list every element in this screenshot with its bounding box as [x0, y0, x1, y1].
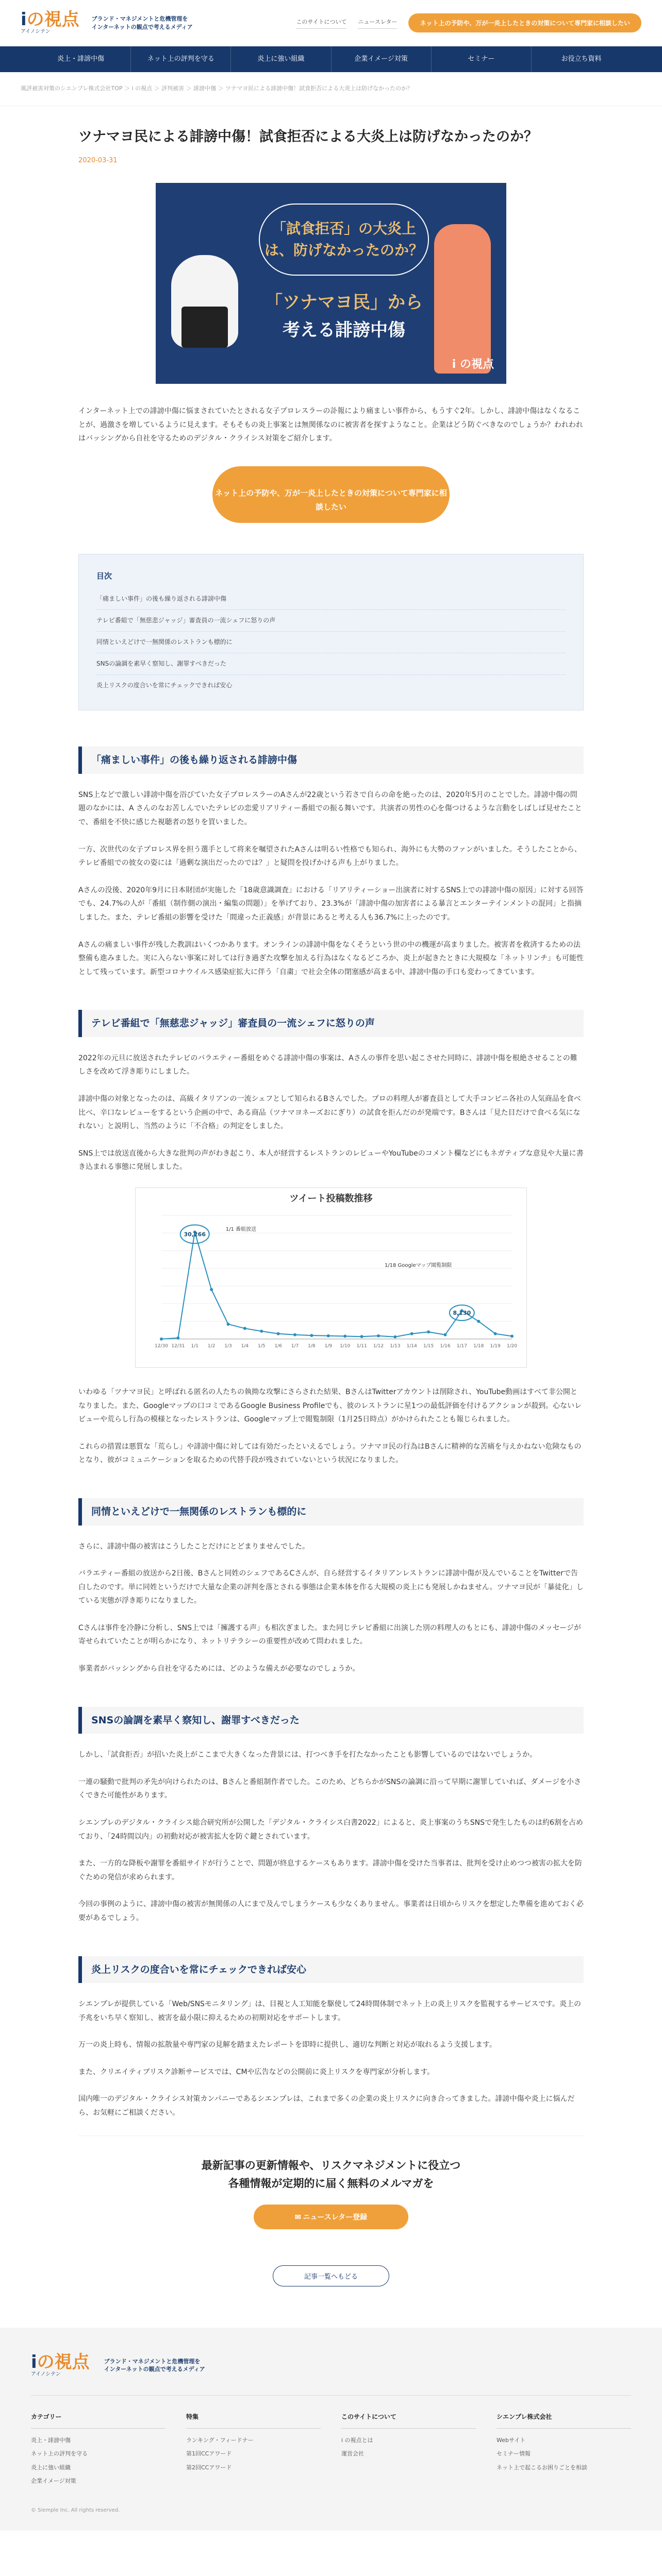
- site-logo[interactable]: [21, 11, 193, 35]
- chart-tick-label: 1/5: [258, 1344, 266, 1349]
- hero-image: [156, 183, 506, 384]
- footer-link[interactable]: 運営会社: [341, 2450, 364, 2458]
- chart-point: [443, 1333, 446, 1336]
- chart-series-line: [161, 1232, 512, 1340]
- chart-point: [227, 1323, 230, 1326]
- nav-item-flaming[interactable]: 炎上・誹謗中傷: [31, 46, 131, 72]
- section-heading: テレビ番組で「無慈悲ジャッジ」審査員の一流シェフに怒りの声: [78, 1010, 584, 1037]
- footer-link[interactable]: ランキング・フィードナー: [186, 2436, 254, 2444]
- hero-logo: i の視点: [452, 358, 494, 371]
- footer-link[interactable]: 第2回CCアワード: [186, 2464, 232, 2471]
- mail-icon: ✉: [294, 2212, 303, 2221]
- chart-point: [243, 1327, 246, 1330]
- logo-mark: iの視点: [21, 9, 79, 30]
- chart-point: [393, 1335, 396, 1338]
- hero-text: 「ツナマヨ民」から 考える誹謗中傷: [265, 292, 423, 341]
- chart-title: ツイート投稿数推移: [289, 1193, 373, 1205]
- about-link[interactable]: このサイトについて: [296, 17, 346, 29]
- chart-point: [477, 1320, 480, 1323]
- footer: [0, 2328, 662, 2531]
- footer-link[interactable]: ネット上で起こるお困りごとを相談: [496, 2464, 587, 2471]
- intro-paragraph: インターネット上での誹謗中傷に悩まされていたとされる女子プロレスラーの訃報により痛ましい事件から、もうすぐ2年。しかし、誹謗中傷はなくなることが、過激さを増しているように見えます。そもそもの炎上事案とは無関係なのに被害者を探すようなこと。企業はどう防ぐべきなのでしょうか？われわれはバッシングから自社を守るためのデジタル・クライシス対策をご紹介します。: [78, 407, 583, 443]
- section-heading: 炎上リスクの度合いを常にチェックできれば安心: [78, 1956, 584, 1984]
- paragraph: さらに、誹謗中傷の被害はこうしたことだけにとどまりませんでした。: [78, 1542, 309, 1551]
- toc-item[interactable]: 「痛ましい事件」の後も繰り返される誹謗中傷: [96, 588, 566, 610]
- paragraph: 一連の騒動で批判の矛先が向けられたのは、Bさんと番組制作者でした。このため、どちらかがSNSの論調に沿って早期に謝罪していれば、ダメージを小さくできた可能性があります。: [78, 1777, 582, 1800]
- consult-button[interactable]: ネット上の予防や、万が一炎上したときの対策について専門家に相談したい: [408, 13, 641, 32]
- paragraph: また、クリエイティブリスク診断サービスでは、CMや広告などの公開前に炎上リスクを専門家が分析します。: [78, 2067, 435, 2076]
- chart-tick-label: 1/4: [241, 1344, 249, 1349]
- footer-link[interactable]: ネット上の評判を守る: [31, 2450, 88, 2458]
- chart-point: [427, 1331, 430, 1334]
- chart-tick-label: 12/31: [171, 1344, 185, 1349]
- section-heading: 同情といえどけで一無関係のレストランも標的に: [78, 1498, 584, 1526]
- nav-item-image[interactable]: 企業イメージ対策: [332, 46, 432, 72]
- nav-item-reputation[interactable]: ネット上の評判を守る: [131, 46, 231, 72]
- toc-item[interactable]: 炎上リスクの度合いを常にチェックできれば安心: [96, 681, 233, 689]
- paragraph: SNS上などで激しい誹謗中傷を浴びていた女子プロレスラーのAさんが22歳という若さで自らの命を絶ったのは、2020年5月のことでした。誹謗中傷の問題のなかには、A さんのなお苦しんでいたテレビの恋愛リアリティー番組での振る舞いです。共演者の男性の心を傷つけるような言動をしばしば見せたことで、番組を不快に感じた視聴者の怒りを買いました。: [78, 790, 582, 827]
- chart-tick-label: 1/8: [308, 1344, 316, 1349]
- paragraph: いわゆる「ツナマヨ民」と呼ばれる匿名の人たちの執拗な攻撃にさらされた結果、BさんはTwitterアカウントは削除され、YouTube動画はすべて非公開となりました。また、Googleマップの口コミであるGoogle Business Profileでも、彼のレストランに星1つの最低評価を付けるアクションが殺到。心ないレビューや荒らし行為の模様となったレストランは、Googleマップ上で閲覧制限（1月25日時点）がかけられたことも報じられました。: [78, 1388, 582, 1424]
- chart-tick-label: 1/10: [340, 1344, 351, 1349]
- footer-column: このサイトについて i の視点とは 運営会社: [341, 2411, 476, 2488]
- chart-tick-label: 1/2: [207, 1344, 216, 1349]
- top-links: [296, 13, 641, 32]
- chart-tick-label: 1/20: [506, 1344, 518, 1349]
- footer-link[interactable]: 炎上に強い組織: [31, 2464, 71, 2471]
- newsletter-link[interactable]: ニュースレター: [358, 17, 397, 29]
- chart-tick-label: 1/3: [224, 1344, 232, 1349]
- paragraph: Aさんの痛ましい事件が残した教訓はいくつかあります。オンラインの誹謗中傷をなくそうという世の中の機運が高まりました。被害者を救済するための法整備も進みました。実に入らない事案に対しては行き過ぎた攻撃を加える行為はなくなるどころか、炎上が起きたときに大規模な「ネットリンチ」も可能性として残っています。新型コロナウイルス感染症拡大に伴う「自粛」で社会全体の閉塞感が高まる中、誹謗中傷の手口も変わってきています。: [78, 940, 584, 976]
- nav-item-seminar[interactable]: セミナー: [432, 46, 532, 72]
- toc-title: 目次: [96, 571, 112, 581]
- chart-point: [377, 1334, 380, 1337]
- hero-bubble: 「試食拒否」の大炎上は、防げなかったのか？: [259, 204, 429, 276]
- table-of-contents: [78, 554, 584, 710]
- chart-point: [343, 1335, 346, 1338]
- chart-point: [160, 1337, 163, 1341]
- footer-link[interactable]: i の視点とは: [341, 2436, 373, 2444]
- logo-desc: ブランド・マネジメントと危機管理を インターネットの観点で考えるメディア: [91, 15, 193, 30]
- chart-tick-label: 1/9: [324, 1344, 333, 1349]
- chart-tick-label: 1/7: [291, 1344, 299, 1349]
- chart-annotation: 1/18 Googleマップ閲覧制限: [384, 1263, 452, 1269]
- footer-link[interactable]: 企業イメージ対策: [31, 2477, 76, 2484]
- paragraph: また、一方的な降板や謝罪を番組サイドが行うことで、問題が終息するケースもあります。誹謗中傷を受けた当事者は、批判を受け止めつつ被害の拡大を防ぐための発信が求められます。: [78, 1859, 582, 1882]
- footer-logo[interactable]: iの視点 アイノシテン ブランド・マネジメントと危機管理を インターネットの観点で考えるメディア: [31, 2353, 631, 2396]
- page-title: ツナマヨ民による誹謗中傷！試食拒否による大炎上は防げなかったのか？: [78, 128, 538, 145]
- section-heading: 「痛ましい事件」の後も繰り返される誹謗中傷: [78, 747, 584, 774]
- chart-tick-label: 1/15: [423, 1344, 434, 1349]
- paragraph: 一方、次世代の女子プロレス界を担う選手として将来を嘱望されたAさんは明るい性格でも知られ、海外にも大勢のファンがいました。そうしたことから、テレビ番組での彼女の姿には「過剰な演出だったのでは？」と疑問を投げかける声も上がりました。: [78, 845, 582, 868]
- paragraph: シエンプレのデジタル・クライシス総合研究所が公開した「デジタル・クライシス白書2022」によると、炎上事案のうちSNSで発生したものは約6割を占めており、「24時間以内」の初動対応が被害拡大を防ぐ鍵とされています。: [78, 1818, 583, 1841]
- chart-point: [327, 1334, 330, 1337]
- paragraph: SNS上では放送直後から大きな批判の声がわき起こり、本人が経営するレストランのレビューやYouTubeのコメント欄などにもネガティブな意見や大量に書き込まれる事態に発展しました。: [78, 1149, 584, 1172]
- chart-point: [277, 1332, 280, 1335]
- footer-link[interactable]: Webサイト: [496, 2436, 526, 2444]
- toc-item[interactable]: SNSの論調を素早く察知し、謝罪すべきだった: [96, 653, 566, 675]
- back-to-list-button[interactable]: 記事一覧へもどる: [273, 2265, 389, 2286]
- chart-tick-label: 1/1: [191, 1344, 199, 1349]
- chart-tick-label: 1/14: [406, 1344, 417, 1349]
- paragraph: バラエティー番組の放送から2日後、Bさんと同姓のシェフであるCさんが、自ら経営するイタリアンレストランに誹謗中傷が及んでいることをTwitterで告白したのです。単に同姓というだけで大量な企業の評判を落とされる事態は企業本体を作る大規模の炎上にも発展しかねません。ツナマヨ民が「暴徒化」している実態が浮き彫りになりました。: [78, 1569, 584, 1605]
- chart-data-label: 30,266: [184, 1231, 206, 1238]
- stop-hand-illustration: [434, 224, 491, 374]
- nav-item-organization[interactable]: 炎上に強い組織: [231, 46, 331, 72]
- paragraph: 国内唯一のデジタル・クライシス対策カンパニーであるシエンプレは、これまで多くの企業の炎上リスクに向き合ってきました。誹謗中傷や炎上に悩んだら、お気軽にご相談ください。: [78, 2095, 575, 2117]
- footer-column: カテゴリー 炎上・誹謗中傷 ネット上の評判を守る 炎上に強い組織 企業イメージ対策: [31, 2411, 166, 2488]
- section-heading: SNSの論調を素早く察知し、謝罪すべきだった: [78, 1707, 584, 1734]
- chart-tick-label: 1/12: [373, 1344, 384, 1349]
- newsletter-button[interactable]: ✉ ニュースレター登録: [254, 2205, 408, 2229]
- chart-tick-label: 12/30: [155, 1344, 168, 1349]
- breadcrumb[interactable]: 風評被害対策のシエンプレ株式会社TOP ＞ i の視点 ＞ 評判被害 ＞ 誹謗中傷 ＞ ツナマヨ民による誹謗中傷！試食拒否による大炎上は防げなかったのか？: [0, 72, 662, 106]
- footer-link[interactable]: 第1回CCアワード: [186, 2450, 232, 2458]
- footer-columns: [31, 2396, 631, 2488]
- consult-cta-button[interactable]: ネット上の予防や、万が一炎上したときの対策について専門家に相談したい: [212, 466, 450, 523]
- nav-item-resources[interactable]: お役立ち資料: [561, 55, 602, 63]
- chart-point: [510, 1335, 514, 1338]
- logo-sub: アイノシテン: [21, 29, 51, 35]
- toc-item[interactable]: 同情といえどけで一無関係のレストランも標的に: [96, 632, 566, 653]
- chart-data-label: 8,130: [453, 1310, 471, 1317]
- paragraph: 今回の事例のように、誹謗中傷の被害が無関係の人にまで及んでしまうケースも少なくありません。事業者は日頃からリスクを想定した準備を進めておく必要があるでしょう。: [78, 1900, 584, 1922]
- paragraph: 誹謗中傷の対象となったのは、高級イタリアンの一流シェフとして知られるBさんでした。プロの料理人が審査員として大手コンビニ各社の人気商品を食べ比べ、辛口なレビューをするという企画の中で、ある商品（ツナマヨネーズおにぎり）の試食を拒んだのが発端です。Bさんは「見た目だけで食べる気になれない」と説明し、当然のように「不合格」の判定をしました。: [78, 1095, 581, 1131]
- footer-column: シエンプレ株式会社 Webサイト セミナー情報 ネット上で起こるお困りごとを相談: [496, 2411, 631, 2488]
- chart-point: [260, 1330, 263, 1333]
- paragraph: しかし、「試食拒否」が招いた炎上がここまで大きくなった背景には、打つべき手を打たなかったことも影響しているのではないでしょうか。: [78, 1751, 537, 1759]
- paragraph: シエンプレが提供している「Web/SNSモニタリング」は、目視と人工知能を駆使して24時間体制でネット上の炎上リスクを監視するサービスです。炎上の予兆をいち早く察知し、被害を最小限に抑えるための初期対応をサポートします。: [78, 2000, 582, 2022]
- chart-point: [293, 1333, 296, 1336]
- chart-tick-label: 1/18: [473, 1344, 484, 1349]
- tweet-chart: [135, 1188, 527, 1368]
- top-bar: [0, 0, 662, 46]
- chart-point: [410, 1332, 413, 1335]
- paragraph: 2022年の元旦に放送されたテレビのバラエティー番組をめぐる誹謗中傷の事案は、Aさんの事件を思い起こさせた同時に、誹謗中傷を根絶させることの難しさを改めて浮き彫りにしました。: [78, 1054, 577, 1076]
- paragraph: 事業者がバッシングから自社を守るためには、どのような備えが必要なのでしょうか。: [78, 1665, 360, 1673]
- chart-plot: [136, 1205, 526, 1360]
- paragraph: 万一の炎上時も、情報の拡散量や専門家の見解を踏まえたレポートを即時に提供し、適切な判断と対応が取れるよう支援します。: [78, 2041, 496, 2049]
- chart-tick-label: 1/13: [390, 1344, 401, 1349]
- chart-point: [210, 1288, 213, 1291]
- chart-point: [176, 1336, 179, 1340]
- newsletter-heading: 最新記事の更新情報や、リスクマネジメントに役立つ 各種情報が定期的に届く無料のメルマガを: [201, 2159, 461, 2190]
- onigiri-illustration: [171, 255, 238, 348]
- newsletter-cta: [78, 2136, 584, 2245]
- chart-tick-label: 1/6: [274, 1344, 282, 1349]
- paragraph: Cさんは事件を冷静に分析し、SNS上では「擁護する声」も相次ぎました。また同じテレビ番組に出演した別の料理人のもとにも、誹謗中傷のメッセージが寄せられていたことが明らかになり、ネットリテラシーの重要性が改めて問われました。: [78, 1623, 581, 1646]
- paragraph: これらの措置は悪質な「荒らし」や誹謗中傷に対しては有効だったといえるでしょう。ツナマヨ民の行為はBさんに精神的な苦痛を与えかねない危険なものとなり、彼がコミュニケーションを取るための代替手段が残されていないという状況になりました。: [78, 1442, 582, 1465]
- copyright: © Siemple Inc. All rights reserved.: [31, 2507, 120, 2514]
- article: [78, 106, 584, 2286]
- toc-item[interactable]: テレビ番組で「無慈悲ジャッジ」審査員の一流シェフに怒りの声: [96, 610, 566, 632]
- footer-column: 特集 ランキング・フィードナー 第1回CCアワード 第2回CCアワード: [186, 2411, 321, 2488]
- article-date: 2020-03-31: [78, 157, 118, 165]
- paragraph: Aさんの没後、2020年9月に日本財団が実施した「18歳意識調査」における「リアリティーショー出演者に対するSNS上での誹謗中傷の原因」に対する回答でも、24.7%の人が「番組（制作側の演出・編集の問題）」を挙げており、23.3%が「誹謗中傷の加害者による暴言とエンターテインメントの混同」と指摘しました。また、テレビ番組の影響を受けた「間違った正義感」が背景にあると考える人も36.7%に上ったのです。: [78, 886, 584, 922]
- chart-point: [310, 1334, 313, 1337]
- footer-link[interactable]: 炎上・誹謗中傷: [31, 2436, 71, 2444]
- chart-point: [494, 1332, 497, 1335]
- chart-tick-label: 1/17: [456, 1344, 467, 1349]
- chart-tick-label: 1/11: [356, 1344, 367, 1349]
- footer-link[interactable]: セミナー情報: [496, 2450, 531, 2458]
- main-nav: [0, 46, 662, 72]
- chart-annotation: 1/1 番組放送: [225, 1227, 257, 1233]
- chart-tick-label: 1/19: [490, 1344, 501, 1349]
- chart-tick-label: 1/16: [440, 1344, 451, 1349]
- chart-point: [360, 1335, 363, 1338]
